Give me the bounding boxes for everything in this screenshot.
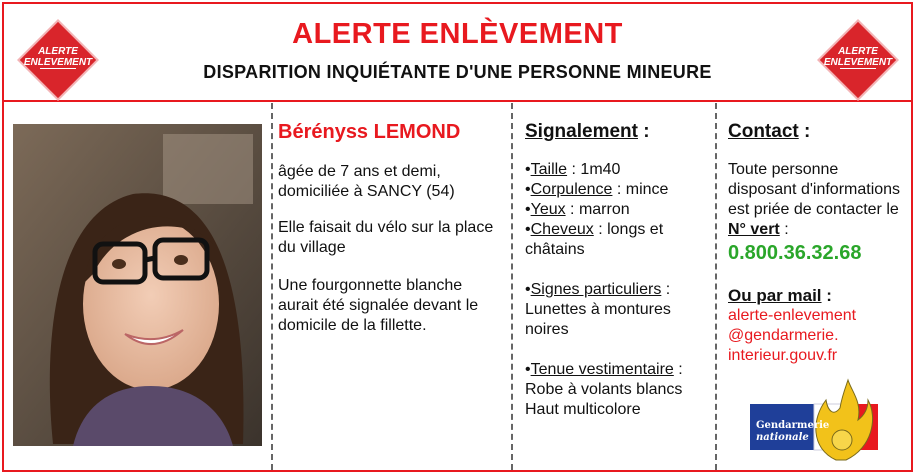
signes-particuliers: •Signes particuliers : Lunettes à montures noires [525,281,671,338]
person-age-residence: âgée de 7 ans et demi, domiciliée à SANCY (54) [278,163,455,200]
alerte-enlevement-logo-right: ALERTE ENLEVEMENT [820,22,896,98]
person-vehicle: Une fourgonnette blanche aurait été signalée devant le domicile de la fillette. [278,277,479,334]
contact-column [728,120,910,366]
top-rule [4,2,911,4]
person-name: Bérényss LEMOND [278,121,461,143]
mail-heading: Ou par mail : [728,286,832,305]
signalement-list [525,160,713,260]
column-divider [271,103,273,470]
tenue-vestimentaire: •Tenue vestimentaire : Robe à volants blancs Haut multicolore [525,361,683,418]
column-divider [511,103,513,470]
alerte-enlevement-logo-left: ALERTE ENLEVEMENT [20,22,96,98]
description-column [525,120,713,434]
page-subtitle: DISPARITION INQUIÉTANTE D'UNE PERSONNE MINEURE [203,62,712,82]
signalement-heading: Signalement : [525,121,650,142]
contact-email[interactable]: alerte-enlevement @gendarmerie. interieur.gouv.fr [728,307,857,364]
person-last-seen: Elle faisait du vélo sur la place du village [278,219,494,256]
list-item: •Corpulence : mince [525,181,669,198]
list-item: •Cheveux : longs et châtains [525,221,664,258]
contact-heading: Contact : [728,121,811,142]
header-rule [4,100,911,102]
list-item: •Yeux : marron [525,201,630,218]
missing-child-photo [13,124,262,446]
person-column [278,120,506,350]
bottom-rule [4,470,911,472]
list-item: •Taille : 1m40 [525,161,621,178]
phone-number[interactable]: 0.800.36.32.68 [728,242,862,264]
page-title: ALERTE ENLÈVEMENT [292,18,623,50]
contact-text: Toute personne disposant d'informations est priée de contacter le N° vert : [728,161,901,238]
gendarmerie-logo: Gendarmerie nationale [750,378,878,464]
column-divider [715,103,717,470]
